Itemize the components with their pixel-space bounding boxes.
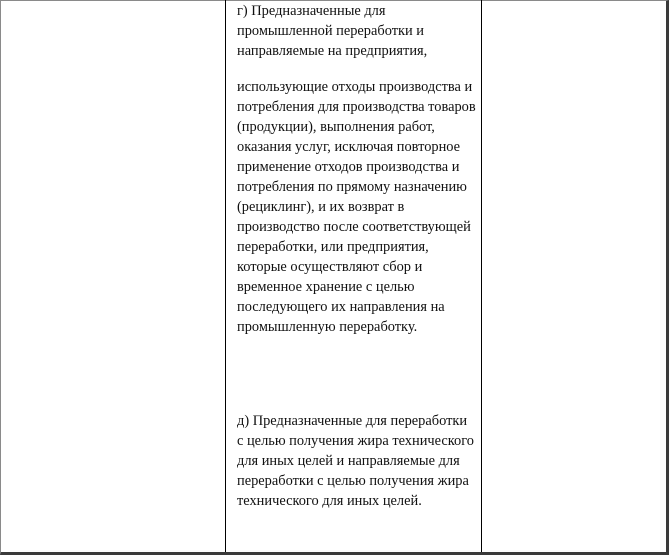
paragraph-continuation: использующие отходы производства и потребления для производства товаров (продукции), выполнения работ, оказания услуг, исключая повторное применение отходов производства и потребления по прямому назначению (рециклинг), и их возврат в производство после соответствующей переработки, или предприятия, которые осуществляют сбор и временное хранение с целью последующего их направления на промышленную переработку. <box>237 79 476 335</box>
table-cell <box>225 0 482 552</box>
paragraph-item-g: г) Предназначенные для промышленной переработки и направляемые на предприятия, <box>237 3 428 59</box>
paragraph-item-d: д) Предназначенные для переработки с целью получения жира технического для иных целей и направляемые для переработки с целью получения жира технического для иных целей. <box>237 413 474 509</box>
